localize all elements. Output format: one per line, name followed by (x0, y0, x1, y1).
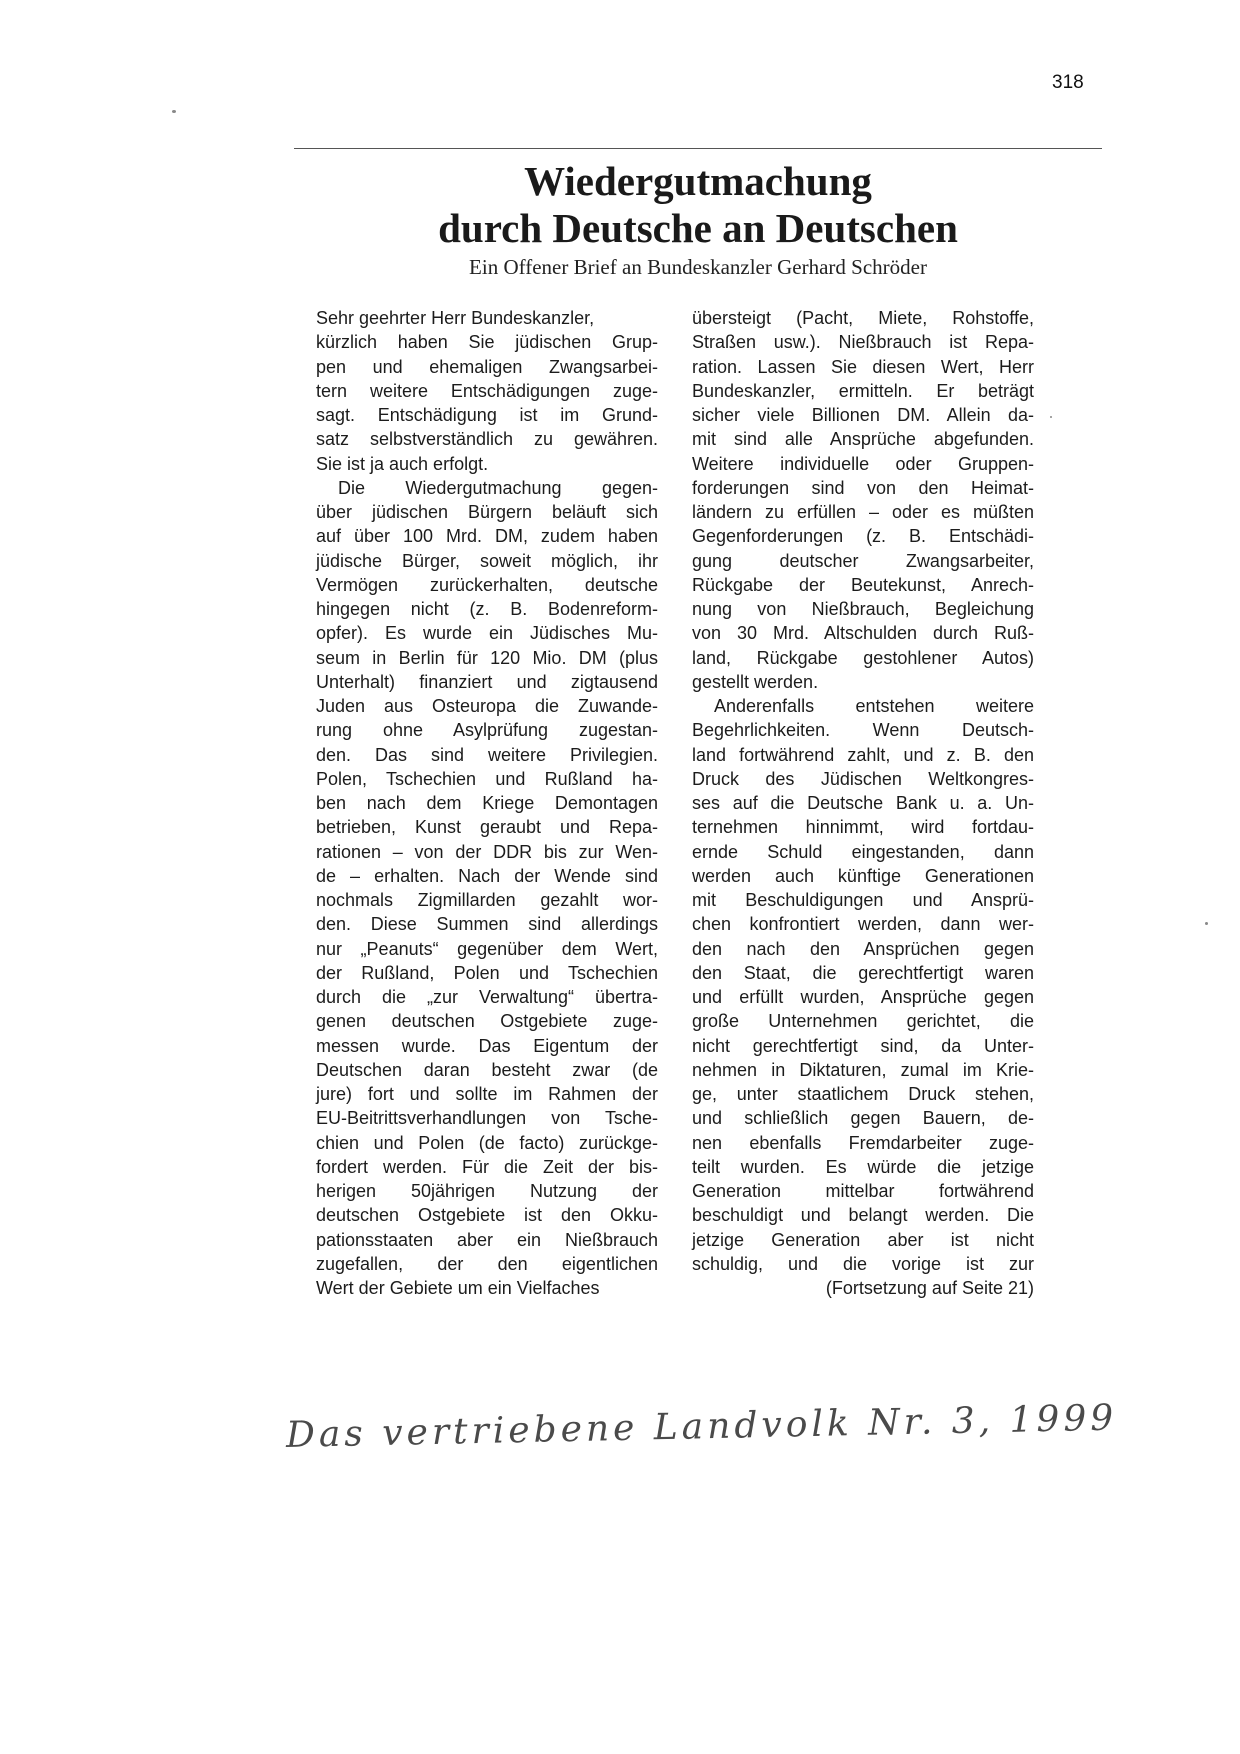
article-line: Vermögen zurückerhalten, deutsche (316, 574, 658, 595)
headline (294, 158, 1102, 252)
article-line: genen deutschen Ostgebiete zuge- (316, 1011, 658, 1032)
article-line: zugefallen, der den eigentlichen (316, 1253, 658, 1274)
article-line: pen und ehemaligen Zwangsarbei- (316, 356, 658, 377)
article-line: nur „Peanuts“ gegenüber dem Wert, (316, 938, 658, 959)
article-line: betrieben, Kunst geraubt und Repa- (316, 817, 658, 838)
article-line: Gegenforderungen (z. B. Entschädi- (692, 526, 1034, 547)
article-column-right (692, 306, 1034, 1300)
article-line: Deutschen daran besteht zwar (de (316, 1059, 658, 1080)
article-line: der Rußland, Polen und Tschechien (316, 962, 658, 983)
article-line: Generation mittelbar fortwährend (692, 1181, 1034, 1201)
article-column-left (316, 306, 658, 1300)
article-line: sicher viele Billionen DM. Allein da- (692, 405, 1034, 425)
article-line: gestellt werden. (692, 671, 819, 692)
scan-speck (1205, 922, 1208, 925)
article-line: übersteigt (Pacht, Miete, Rohstoffe, (692, 308, 1034, 328)
article-line: deutschen Ostgebiete ist den Okku- (316, 1205, 658, 1226)
article-line: hingegen nicht (z. B. Bodenreform- (316, 599, 658, 619)
article-line: rationen – von der DDR bis zur Wen- (316, 841, 658, 862)
article-line: Rückgabe der Beutekunst, Anrech- (692, 574, 1034, 595)
article-line: ge, unter staatlichem Druck stehen, (692, 1084, 1034, 1104)
article-line: Druck des Jüdischen Weltkongres- (692, 768, 1034, 789)
article-line: mit sind alle Ansprüche abgefunden. (692, 429, 1034, 450)
article-line: Wert der Gebiete um ein Vielfaches (316, 1278, 600, 1298)
article-line: durch die „zur Verwaltung“ übertra- (316, 987, 658, 1007)
subtitle: Ein Offener Brief an Bundeskanzler Gerhard Schröder (469, 255, 927, 279)
article-line: nung von Nießbrauch, Begleichung (692, 599, 1034, 619)
article-line: große Unternehmen gerichtet, die (692, 1011, 1034, 1032)
article-line: Straßen usw.). Nießbrauch ist Repa- (692, 332, 1034, 353)
article-line: jetzige Generation aber ist nicht (692, 1229, 1034, 1250)
article-line: ternehmen hinnimmt, wird fortdau- (692, 817, 1034, 838)
scan-speck (1050, 416, 1052, 418)
article-line: den nach den Ansprüchen gegen (692, 938, 1034, 959)
article-line: Sehr geehrter Herr Bundeskanzler, (316, 308, 595, 328)
article-line: nen ebenfalls Fremdarbeiter zuge- (692, 1132, 1034, 1153)
article-line: EU-Beitrittsverhandlungen von Tsche- (316, 1108, 658, 1129)
scan-speck (172, 110, 176, 113)
article-line: seum in Berlin für 120 Mio. DM (plus (316, 647, 658, 668)
article-line: pationsstaaten aber ein Nießbrauch (316, 1229, 658, 1250)
article-line: chien und Polen (de facto) zurückge- (316, 1132, 658, 1153)
article-line: ländern zu erfüllen – oder es müßten (692, 502, 1034, 522)
article-line: über jüdischen Bürgern beläuft sich (316, 502, 658, 522)
article-line: Unterhalt) finanziert und zigtausend (316, 671, 658, 692)
article-line: jure) fort und sollte im Rahmen der (316, 1084, 658, 1104)
article-line: Bundeskanzler, ermitteln. Er beträgt (692, 380, 1034, 401)
headline-line-1: Wiedergutmachung (524, 158, 872, 204)
article-line: fordert werden. Für die Zeit der bis- (316, 1156, 658, 1177)
article-line: kürzlich haben Sie jüdischen Grup- (316, 332, 658, 353)
article-line: den. Das sind weitere Privilegien. (316, 744, 658, 765)
article-line: sagt. Entschädigung ist im Grund- (316, 405, 658, 425)
article-line: Polen, Tschechien und Rußland ha- (316, 768, 658, 789)
article-line: nicht gerechtfertigt sind, da Unter- (692, 1035, 1034, 1056)
article-line: Juden aus Osteuropa die Zuwande- (316, 696, 658, 716)
article-line: land fortwährend zahlt, und z. B. den (692, 744, 1034, 765)
article-line: de – erhalten. Nach der Wende sind (316, 865, 658, 886)
article-line: ben nach dem Kriege Demontagen (316, 793, 658, 813)
article-line: ernde Schuld eingestanden, dann (692, 841, 1034, 862)
article-line: rung ohne Asylprüfung zugestan- (316, 720, 658, 741)
article-line: jüdische Bürger, soweit möglich, ihr (316, 550, 658, 571)
article-line: mit Beschuldigungen und Ansprü- (692, 890, 1034, 910)
article-line: ses auf die Deutsche Bank u. a. Un- (692, 793, 1034, 813)
page-number: 318 (1052, 72, 1084, 93)
article-line: auf über 100 Mrd. DM, zudem haben (316, 526, 658, 547)
article-line: (Fortsetzung auf Seite 21) (825, 1278, 1034, 1298)
article-line: und erfüllt wurden, Ansprüche gegen (692, 987, 1034, 1007)
article-line: nehmen in Diktaturen, zumal im Krie- (692, 1059, 1034, 1080)
article-line: schuldig, und die vorige ist zur (692, 1253, 1034, 1274)
article-line: Begehrlichkeiten. Wenn Deutsch- (692, 720, 1034, 741)
article-line: den Staat, die gerechtfertigt waren (692, 962, 1034, 983)
article-line: nochmals Zigmillarden gezahlt wor- (316, 890, 658, 910)
article-line: Weitere individuelle oder Gruppen- (692, 453, 1034, 474)
handwritten-note: Das vertriebene Landvolk Nr. 3, 1999 (285, 1397, 1118, 1456)
top-rule (294, 148, 1102, 149)
article-line: werden auch künftige Generationen (692, 865, 1034, 886)
article-line: messen wurde. Das Eigentum der (316, 1035, 658, 1056)
headline-line-2: durch Deutsche an Deutschen (438, 205, 958, 251)
article-line: forderungen sind von den Heimat- (692, 477, 1034, 498)
article-line: herigen 50jährigen Nutzung der (316, 1181, 658, 1201)
article-line: und schließlich gegen Bauern, de- (692, 1108, 1034, 1129)
article-line: tern weitere Entschädigungen zuge- (316, 380, 658, 401)
article-line: chen konfrontiert werden, dann wer- (692, 914, 1034, 935)
article-line: gung deutscher Zwangsarbeiter, (692, 550, 1034, 571)
article-line: Anderenfalls entstehen weitere (714, 696, 1034, 716)
article-line: ration. Lassen Sie diesen Wert, Herr (692, 356, 1034, 377)
article-line: beschuldigt und belangt werden. Die (692, 1205, 1034, 1226)
article-line: opfer). Es wurde ein Jüdisches Mu- (316, 623, 658, 644)
article-line: land, Rückgabe gestohlener Autos) (692, 647, 1034, 668)
article-line: von 30 Mrd. Altschulden durch Ruß- (692, 623, 1034, 644)
article-line: Die Wiedergutmachung gegen- (338, 477, 658, 498)
article-line: satz selbstverständlich zu gewähren. (316, 429, 658, 450)
article-line: Sie ist ja auch erfolgt. (316, 453, 489, 474)
article-line: den. Diese Summen sind allerdings (316, 914, 658, 935)
article-line: teilt wurden. Es würde die jetzige (692, 1156, 1034, 1177)
